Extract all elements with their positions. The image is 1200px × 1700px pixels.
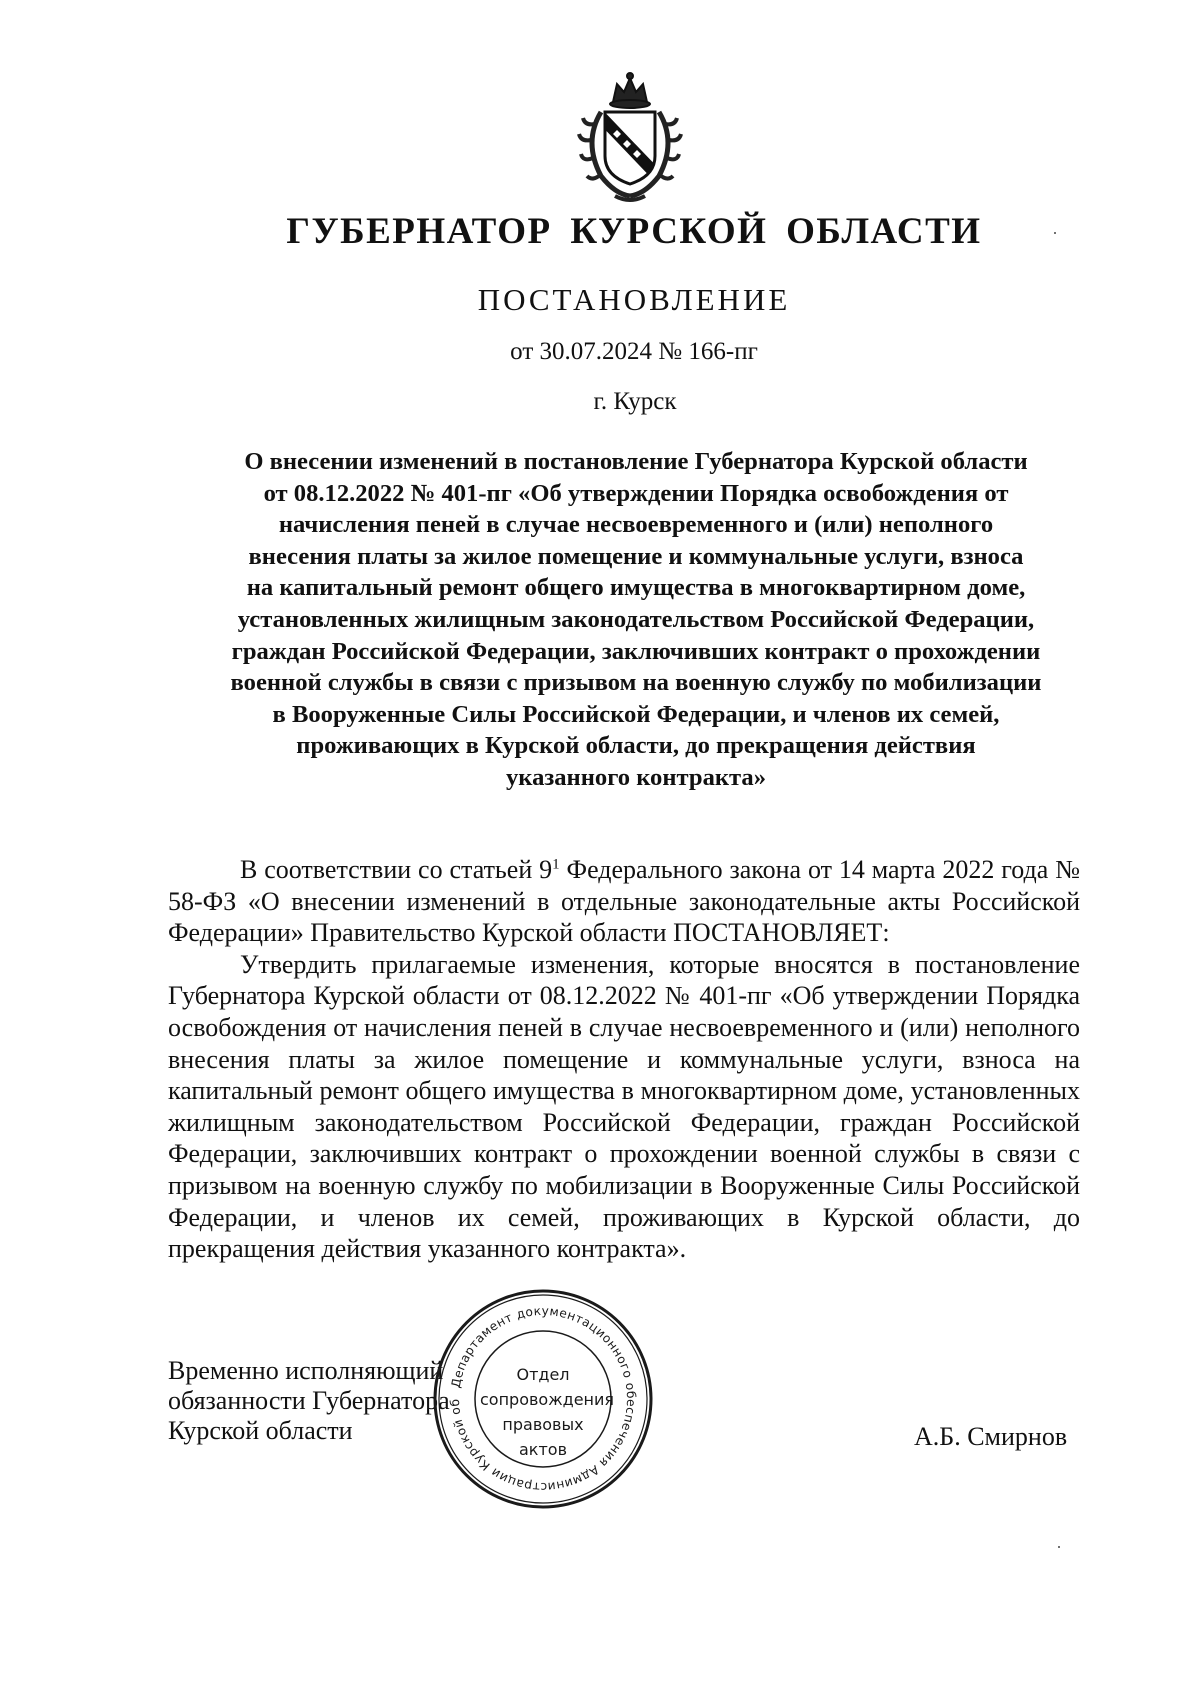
article-superscript: 1 — [552, 856, 560, 873]
heading-line: О внесении изменений в постановление Губернатора Курской области — [244, 448, 1028, 475]
heading-line: от 08.12.2022 № 401-пг «Об утверждении Порядка освобождения от — [263, 479, 1009, 507]
stamp-center-line: сопровождения — [480, 1390, 615, 1409]
signatory-position-line: Курской области — [168, 1416, 353, 1445]
body-paragraph-legal-basis — [168, 854, 1080, 949]
heading-line: установленных жилищным законодательством Российской Федерации, — [237, 605, 1035, 633]
document-type: ПОСТАНОВЛЕНИЕ — [477, 282, 791, 317]
document-issuer: ГУБЕРНАТОР КУРСКОЙ ОБЛАСТИ — [286, 211, 982, 252]
document-heading — [186, 446, 1086, 794]
stamp-center-text — [480, 1362, 615, 1462]
official-stamp — [430, 1286, 656, 1512]
stamp-center-line: Отдел — [516, 1365, 570, 1384]
body-paragraph-resolution: Утвердить прилагаемые изменения, которые вносятся в постановление Губернатора Курской области от 08.12.2022 № 401-пг «Об утверждении Порядка освобождения от начисления пеней в случае несвоевременного и (или) неполного внесения платы за жилое помещение и коммунальные услуги, взноса на капитальный ремонт общего имущества в многоквартирном доме, установленных жилищным законодательством Российской Федерации, граждан Российской Федерации, заключивших контракт о прохождении военной службы в связи с призывом на военную службу по мобилизации в Вооруженные Силы Российской Федерации, и членов их семей, проживающих в Курской области, до прекращения действия указанного контракта». — [168, 949, 1080, 1264]
stamp-ring-text: Департамент документационного обеспечения Администрации Курской об — [447, 1303, 639, 1495]
scan-speck — [1058, 1546, 1060, 1548]
heading-line: внесения платы за жилое помещение и коммунальные услуги, взноса — [248, 542, 1024, 570]
heading-line: указанного контракта» — [505, 763, 767, 791]
document-place: г. Курск — [593, 388, 677, 415]
legal-basis-text-end: Федерального закона от 14 марта 2022 года № 58-ФЗ «О внесении изменений в отдельные законодательные акты Российской Федерации» Правительство Курской области ПОСТАНОВЛЯЕТ: — [168, 855, 1081, 948]
signatory-name: А.Б. Смирнов — [914, 1422, 1068, 1451]
signatory-position-line: Временно исполняющий — [168, 1356, 444, 1385]
signatory-position-line: обязанности Губернатора — [168, 1386, 450, 1415]
document-date-number: от 30.07.2024 № 166-пг — [510, 338, 758, 365]
scan-speck — [1054, 232, 1056, 234]
document-body — [168, 854, 1080, 1265]
heading-line: проживающих в Курской области, до прекращения действия — [296, 732, 976, 760]
legal-basis-text-start: В соответствии со статьей 9 — [240, 855, 553, 884]
heading-line: граждан Российской Федерации, заключивших контракт о прохождении — [231, 637, 1041, 665]
stamp-center-line: правовых — [502, 1415, 584, 1434]
heading-line: военной службы в связи с призывом на военную службу по мобилизации — [230, 669, 1042, 697]
heading-line: на капитальный ремонт общего имущества в многоквартирном доме, — [246, 574, 1026, 602]
stamp-center-line: актов — [518, 1440, 567, 1459]
heading-line: начисления пеней в случае несвоевременного и (или) неполного — [278, 511, 994, 539]
signatory-position — [168, 1356, 450, 1446]
kursk-coat-of-arms-emblem — [567, 72, 693, 206]
heading-line: в Вооруженные Силы Российской Федерации, и членов их семей, — [272, 700, 1000, 728]
